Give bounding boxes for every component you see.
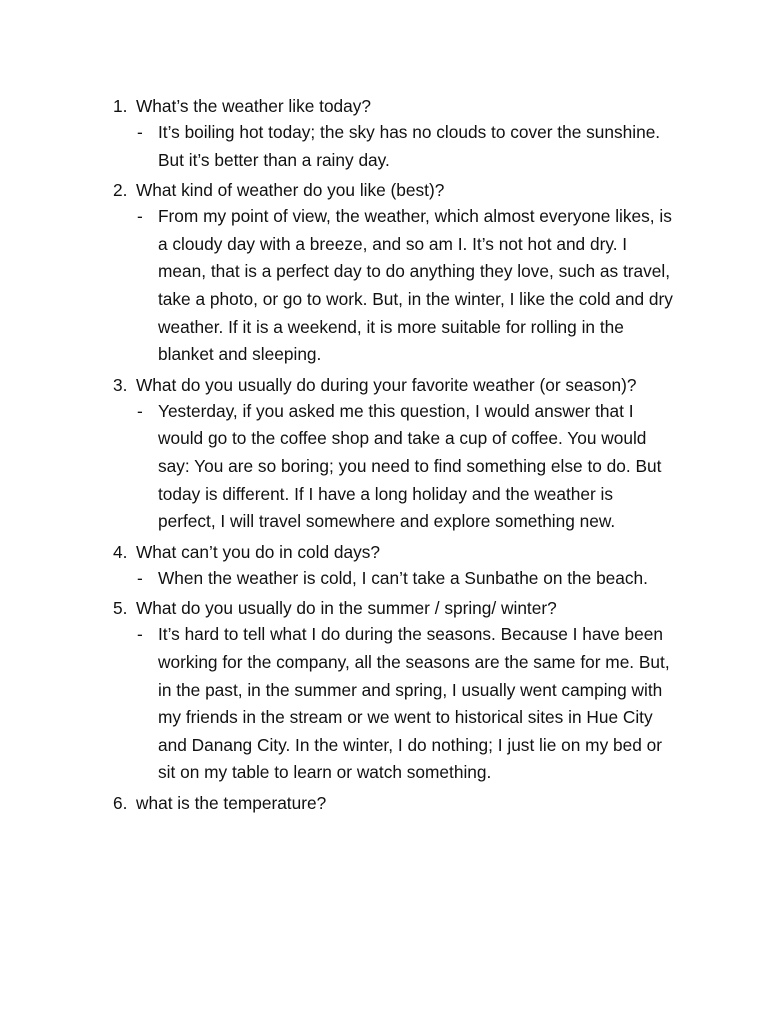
question-row — [113, 791, 683, 815]
answer-row — [137, 204, 683, 369]
answer-row — [137, 566, 683, 593]
answer-dash: - — [137, 624, 143, 645]
question-text: What do you usually do in the summer / spring/ winter? — [136, 598, 557, 619]
answer-dash: - — [137, 122, 143, 142]
question-text: What can’t you do in cold days? — [136, 541, 380, 562]
answer-text: It’s boiling hot today; the sky has no clouds to cover the sunshine. But it’s better than a rainy day. — [158, 122, 661, 170]
question-number: 5. — [113, 598, 128, 619]
question-text: What kind of weather do you like (best)? — [136, 180, 445, 201]
question-row — [113, 596, 683, 620]
answer-text: From my point of view, the weather, which almost everyone likes, is a cloudy day with a breeze, and so am I. It’s not hot and dry. I mean, that is a perfect day to do anything they love, such as travel, take a photo, or go to work. But, in the winter, I like the cold and dry weather. If it is a weekend, it is more suitable for rolling in the blanket and sleeping. — [158, 206, 673, 365]
question-text: What do you usually do during your favorite weather (or season)? — [136, 374, 637, 395]
question-number: 4. — [113, 541, 128, 562]
answer-dash: - — [137, 206, 143, 227]
answer-dash: - — [137, 400, 143, 421]
answer-text: Yesterday, if you asked me this question, I would answer that I would go to the coffee shop and take a cup of coffee. You would say: You are so boring; you need to find something else to do. But today is different. If I have a long holiday and the weather is perfect, I will travel somewhere and explore something new. — [158, 400, 662, 532]
list-item — [113, 178, 683, 369]
answer-row — [137, 622, 683, 787]
question-row — [113, 178, 683, 202]
question-number: 1. — [113, 96, 128, 116]
question-text: What’s the weather like today? — [136, 96, 372, 116]
list-item — [113, 373, 683, 536]
question-row — [113, 373, 683, 397]
question-text: what is the temperature? — [136, 792, 327, 813]
list-item — [113, 596, 683, 787]
question-list — [113, 94, 683, 817]
list-item — [113, 791, 683, 815]
answer-row — [137, 399, 683, 536]
answer-text: It’s hard to tell what I do during the seasons. Because I have been working for the company, all the seasons are the same for me. But, in the past, in the summer and spring, I usually went camping with my friends in the stream or we went to historical sites in Hue City and Danang City. In the winter, I do nothing; I just lie on my bed or sit on my table to learn or watch something. — [158, 624, 670, 783]
list-item — [113, 540, 683, 593]
answer-row — [137, 120, 683, 174]
question-row — [113, 540, 683, 564]
answer-text: When the weather is cold, I can’t take a Sunbathe on the beach. — [158, 567, 648, 588]
question-number: 6. — [113, 792, 128, 813]
question-number: 3. — [113, 374, 128, 395]
question-number: 2. — [113, 180, 128, 201]
answer-dash: - — [137, 567, 143, 588]
list-item — [113, 94, 683, 174]
question-row — [113, 94, 683, 118]
